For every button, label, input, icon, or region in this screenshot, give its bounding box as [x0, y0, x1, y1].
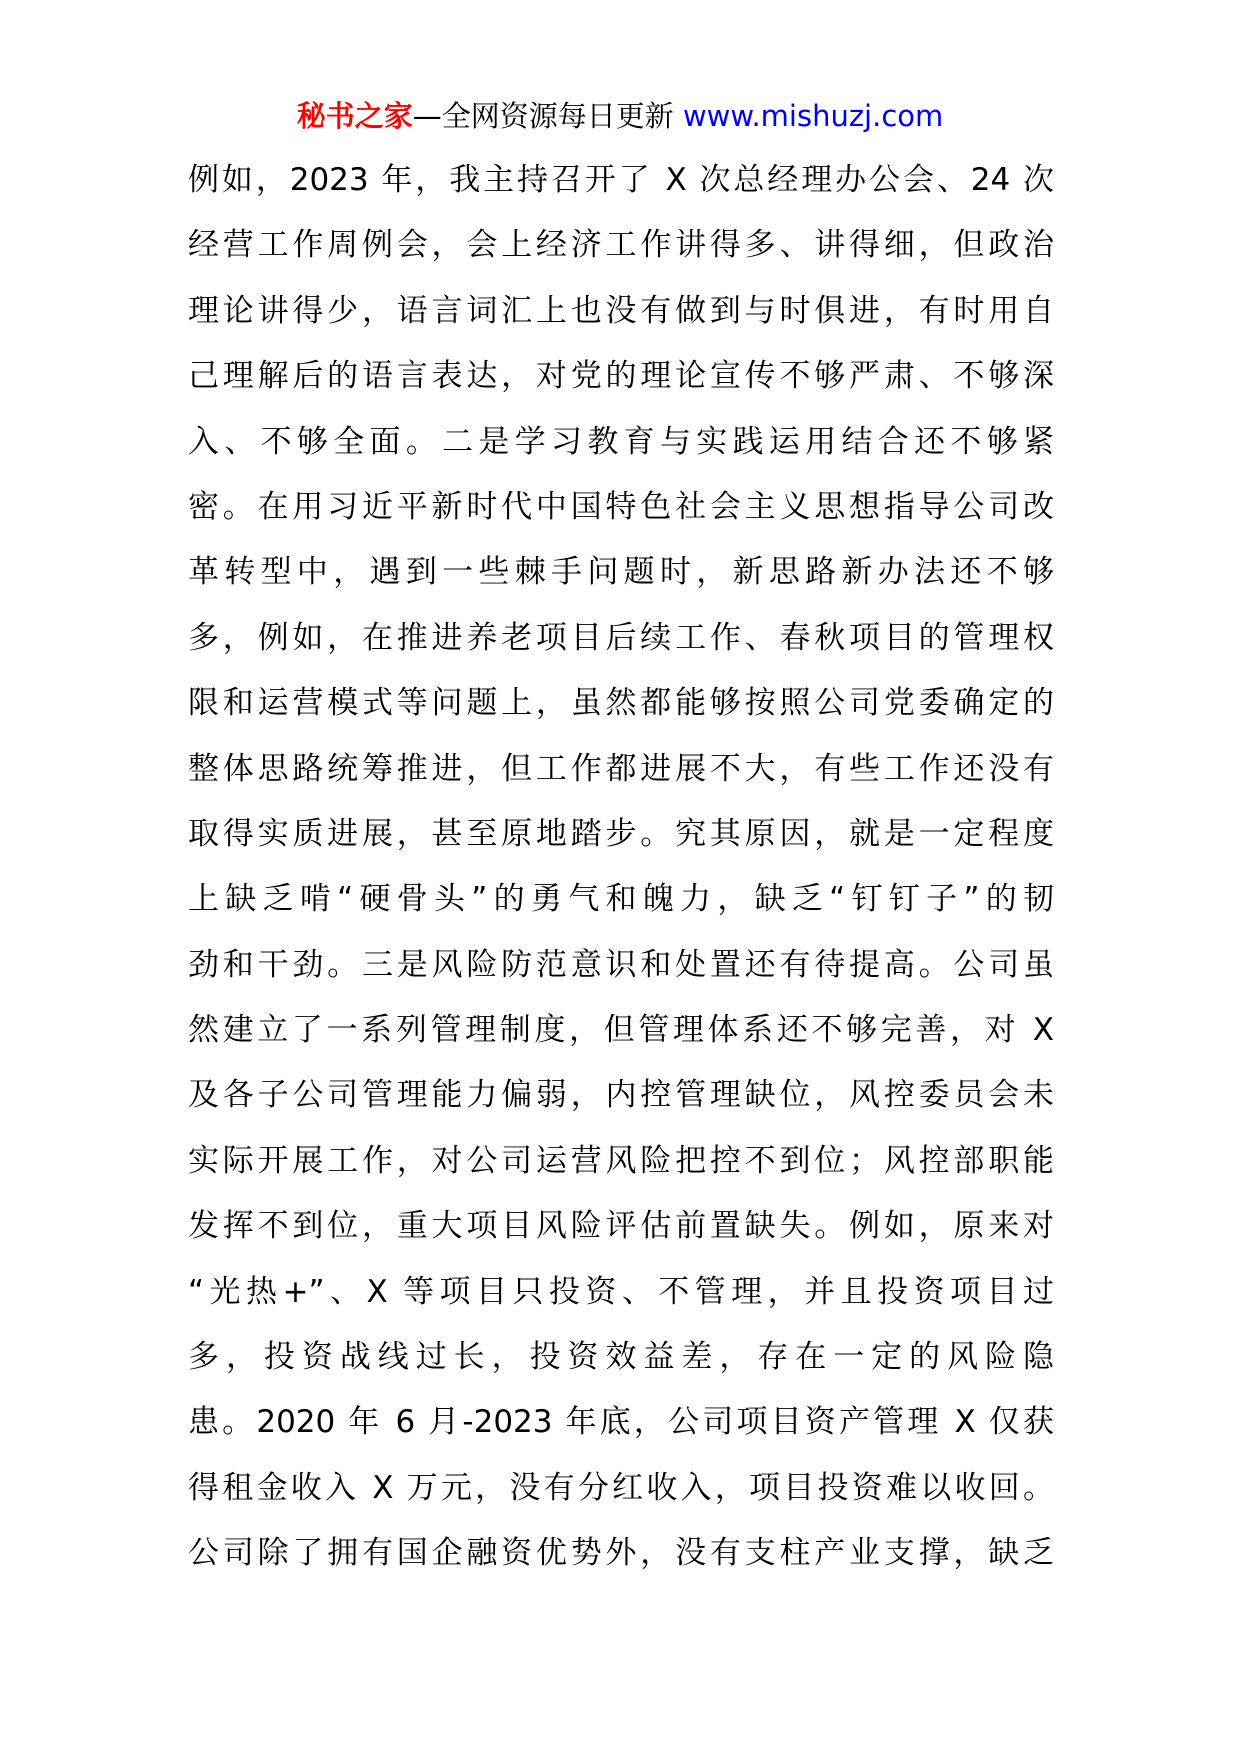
body-text-line: 入、不够全面。二是学习教育与实践运用结合还不够紧 [188, 423, 1054, 460]
body-text-line: 劲和干劲。三是风险防范意识和处置还有待提高。公司虽 [188, 946, 1054, 983]
body-text-line: 革转型中，遇到一些棘手问题时，新思路新办法还不够 [188, 554, 1054, 591]
body-text-line: 公司除了拥有国企融资优势外，没有支柱产业支撑，缺乏 [188, 1535, 1054, 1572]
body-text-line: 例如，2023 年，我主持召开了 X 次总经理办公会、24 次 [188, 162, 1054, 198]
body-text-line: 理论讲得少，语言词汇上也没有做到与时俱进，有时用自 [188, 292, 1054, 329]
body-text-line: 上缺乏啃“硬骨头”的勇气和魄力，缺乏“钉钉子”的韧 [188, 881, 1054, 918]
body-text-line: “光热+”、X 等项目只投资、不管理，并且投资项目过 [188, 1273, 1054, 1310]
body-text-line: 得租金收入 X 万元，没有分红收入，项目投资难以收回。 [188, 1469, 1054, 1506]
body-text-line: 患。2020 年 6 月-2023 年底，公司项目资产管理 X 仅获 [188, 1404, 1054, 1441]
body-text-line: 及各子公司管理能力偏弱，内控管理缺位，风控委员会未 [188, 1077, 1054, 1114]
body-text-line: 经营工作周例会，会上经济工作讲得多、讲得细，但政治 [188, 227, 1054, 264]
body-text-line: 整体思路统筹推进，但工作都进展不大，有些工作还没有 [188, 750, 1054, 787]
body-text-line: 多，例如，在推进养老项目后续工作、春秋项目的管理权 [188, 619, 1054, 656]
body-text-line: 然建立了一系列管理制度，但管理体系还不够完善，对 X [188, 1012, 1054, 1049]
body-text-line: 限和运营模式等问题上，虽然都能够按照公司党委确定的 [188, 685, 1054, 722]
body-text-line: 取得实质进展，甚至原地踏步。究其原因，就是一定程度 [188, 815, 1054, 852]
body-text-line: 密。在用习近平新时代中国特色社会主义思想指导公司改 [188, 488, 1054, 525]
body-text-line: 实际开展工作，对公司运营风险把控不到位；风控部职能 [188, 1142, 1054, 1179]
site-url-link[interactable]: www.mishuzj.com [682, 99, 944, 133]
body-text-line: 发挥不到位，重大项目风险评估前置缺失。例如，原来对 [188, 1208, 1054, 1245]
body-text-line: 多，投资战线过长，投资效益差，存在一定的风险隐 [188, 1339, 1054, 1376]
document-body [0, 161, 1240, 1600]
site-header [0, 98, 1240, 134]
site-tagline: —全网资源每日更新 [412, 99, 674, 133]
body-text-line: 己理解后的语言表达，对党的理论宣传不够严肃、不够深 [188, 358, 1054, 395]
site-brand: 秘书之家 [296, 99, 413, 133]
